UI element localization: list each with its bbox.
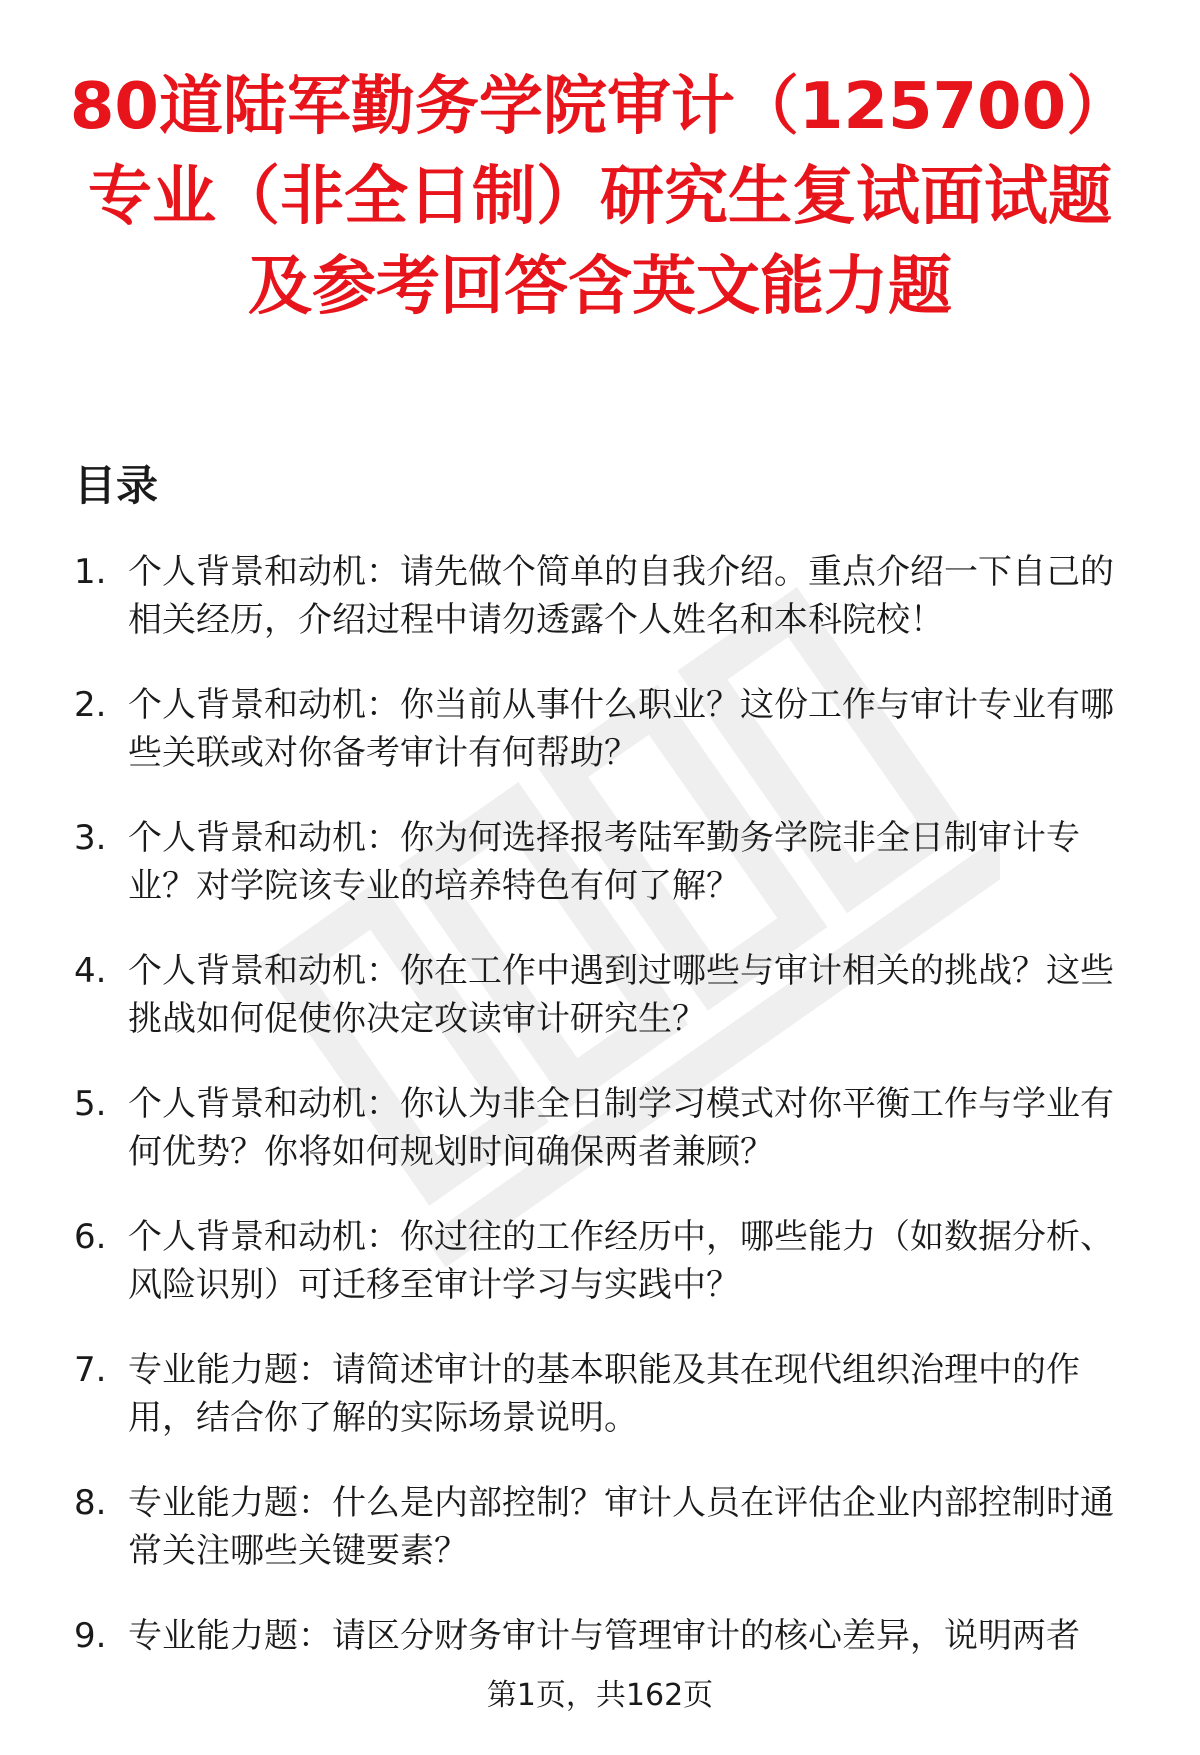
toc-item-text: 个人背景和动机：你为何选择报考陆军勤务学院非全日制审计专业？对学院该专业的培养特色有何了解？ (128, 818, 1080, 906)
toc-item-text: 专业能力题：请区分财务审计与管理审计的核心差异，说明两者 (128, 1616, 1080, 1656)
toc-item-number: 9. (74, 1616, 107, 1656)
toc-item-number: 4. (74, 951, 107, 991)
toc-heading: 目录 (74, 461, 159, 510)
toc-item-number: 1. (74, 552, 107, 592)
toc-item-text: 个人背景和动机：请先做个简单的自我介绍。重点介绍一下自己的相关经历，介绍过程中请勿透露个人姓名和本科院校！ (128, 552, 1114, 640)
toc-item[interactable] (0, 1346, 1200, 1442)
toc-item-number: 7. (74, 1350, 107, 1390)
toc-item-number: 8. (74, 1483, 107, 1523)
toc-item[interactable] (0, 1479, 1200, 1575)
toc-item-text: 个人背景和动机：你当前从事什么职业？这份工作与审计专业有哪些关联或对你备考审计有何帮助？ (128, 685, 1114, 773)
toc-item[interactable] (0, 548, 1200, 644)
toc-item-number: 6. (74, 1217, 107, 1257)
toc-item-text: 个人背景和动机：你在工作中遇到过哪些与审计相关的挑战？这些挑战如何促使你决定攻读审计研究生？ (128, 951, 1114, 1039)
toc-item-text: 专业能力题：什么是内部控制？审计人员在评估企业内部控制时通常关注哪些关键要素？ (128, 1483, 1114, 1571)
toc-item[interactable] (0, 681, 1200, 777)
toc-item-text: 专业能力题：请简述审计的基本职能及其在现代组织治理中的作用，结合你了解的实际场景说明。 (128, 1350, 1080, 1438)
toc-item[interactable] (0, 947, 1200, 1043)
toc-item-number: 5. (74, 1084, 107, 1124)
toc-item[interactable] (0, 814, 1200, 910)
toc-item[interactable] (0, 1213, 1200, 1309)
toc-list (0, 548, 1200, 1697)
toc-item-number: 3. (74, 818, 107, 858)
toc-item-text: 个人背景和动机：你过往的工作经历中，哪些能力（如数据分析、风险识别）可迁移至审计学习与实践中？ (128, 1217, 1114, 1305)
toc-item[interactable] (0, 1080, 1200, 1176)
toc-item-number: 2. (74, 685, 107, 725)
page-footer: 第1页，共162页 (486, 1678, 714, 1713)
toc-item[interactable] (0, 1612, 1200, 1660)
toc-item-text: 个人背景和动机：你认为非全日制学习模式对你平衡工作与学业有何优势？你将如何规划时间确保两者兼顾？ (128, 1084, 1114, 1172)
document-title: 80道陆军勤务学院审计（125700）专业（非全日制）研究生复试面试题及参考回答含英文能力题 (69, 70, 1131, 324)
